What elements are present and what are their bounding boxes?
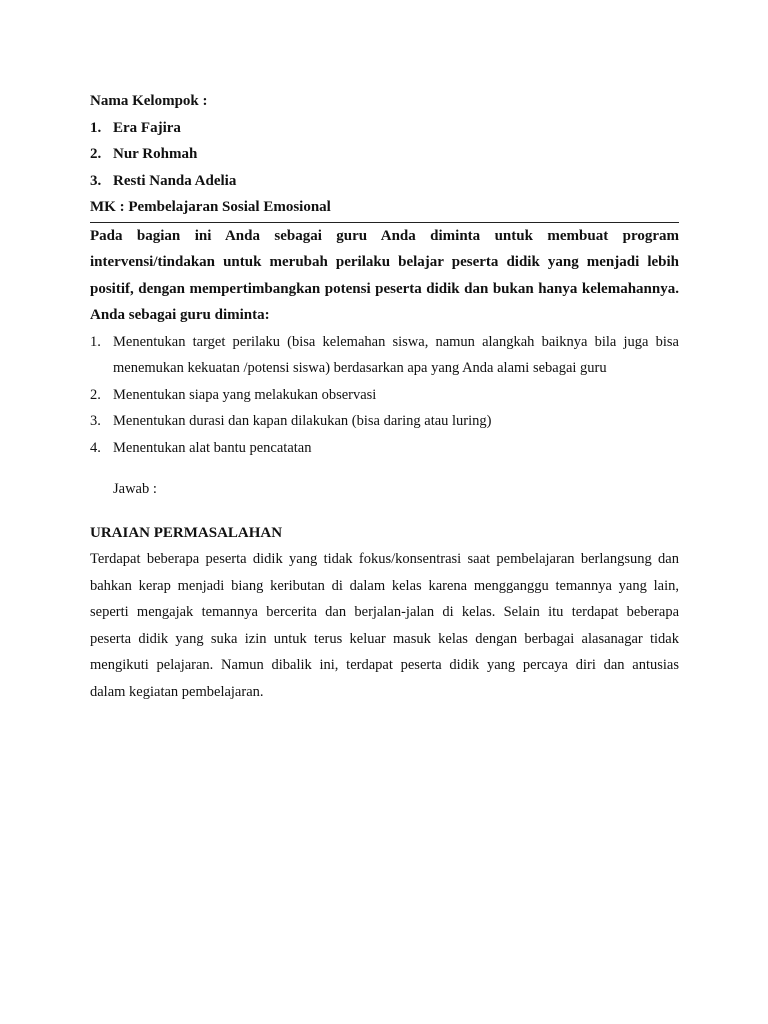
member-name: Resti Nanda Adelia	[113, 172, 237, 189]
task-text	[113, 382, 679, 409]
paragraph-line: bahkan kerap menjadi biang keributan di dalam kelas karena mengganggu temannya yang lain,	[90, 577, 679, 594]
task-text	[113, 435, 679, 462]
task-item	[90, 329, 679, 382]
member-number: 3.	[90, 172, 102, 189]
group-label: Nama Kelompok :	[90, 93, 208, 109]
section-paragraph	[90, 546, 679, 705]
section-heading: URAIAN PERMASALAHAN	[90, 524, 283, 541]
member-item	[90, 141, 679, 168]
document-page	[90, 88, 679, 705]
paragraph-line: seperti mengajak temannya bercerita dan berjalan-jalan di kelas. Selain itu terdapat beberapa	[90, 604, 679, 620]
task-line: Menentukan alat bantu pencatatan	[113, 439, 312, 456]
member-number: 2.	[90, 146, 102, 162]
member-number: 1.	[90, 119, 102, 136]
task-item	[90, 382, 679, 409]
instruction-sub-heading: Anda sebagai guru diminta:	[90, 307, 270, 323]
task-number: 4.	[90, 439, 101, 456]
task-line: Menentukan target perilaku (bisa kelemahan siswa, namun alangkah baiknya bila juga bisa	[113, 333, 679, 350]
instruction-line: intervensi/tindakan untuk merubah perilaku belajar peserta didik yang menjadi lebih	[90, 254, 679, 270]
task-number: 1.	[90, 333, 101, 350]
task-line: Menentukan siapa yang melakukan observasi	[113, 386, 377, 403]
task-text	[113, 408, 679, 435]
task-text	[113, 329, 679, 382]
task-line: Menentukan durasi dan kapan dilakukan (bisa daring atau luring)	[113, 413, 492, 429]
paragraph-line: dalam kegiatan pembelajaran.	[90, 683, 264, 700]
member-item	[90, 115, 679, 142]
task-number: 3.	[90, 413, 101, 429]
member-item	[90, 168, 679, 195]
task-item	[90, 435, 679, 462]
instruction-line: positif, dengan mempertimbangkan potensi peserta didik dan bukan hanya kelemahannya.	[90, 280, 679, 297]
paragraph-line: mengikuti pelajaran. Namun dibalik ini, terdapat peserta didik yang percaya diri dan antusias	[90, 657, 679, 673]
paragraph-line: Terdapat beberapa peserta didik yang tidak fokus/konsentrasi saat pembelajaran berlangsung dan	[90, 551, 679, 567]
task-number: 2.	[90, 386, 101, 403]
course-title: MK : Pembelajaran Sosial Emosional	[90, 199, 331, 215]
task-line: menemukan kekuatan /potensi siswa) berdasarkan apa yang Anda alami sebagai guru	[113, 360, 607, 376]
member-name: Era Fajira	[113, 119, 181, 136]
member-name: Nur Rohmah	[113, 146, 198, 162]
instruction-line: Pada bagian ini Anda sebagai guru Anda diminta untuk membuat program	[90, 227, 679, 244]
answer-label: Jawab :	[113, 481, 157, 497]
paragraph-line: peserta didik yang suka izin untuk terus keluar masuk kelas dengan berbagai alasanagar tidak	[90, 630, 679, 647]
task-item	[90, 408, 679, 435]
